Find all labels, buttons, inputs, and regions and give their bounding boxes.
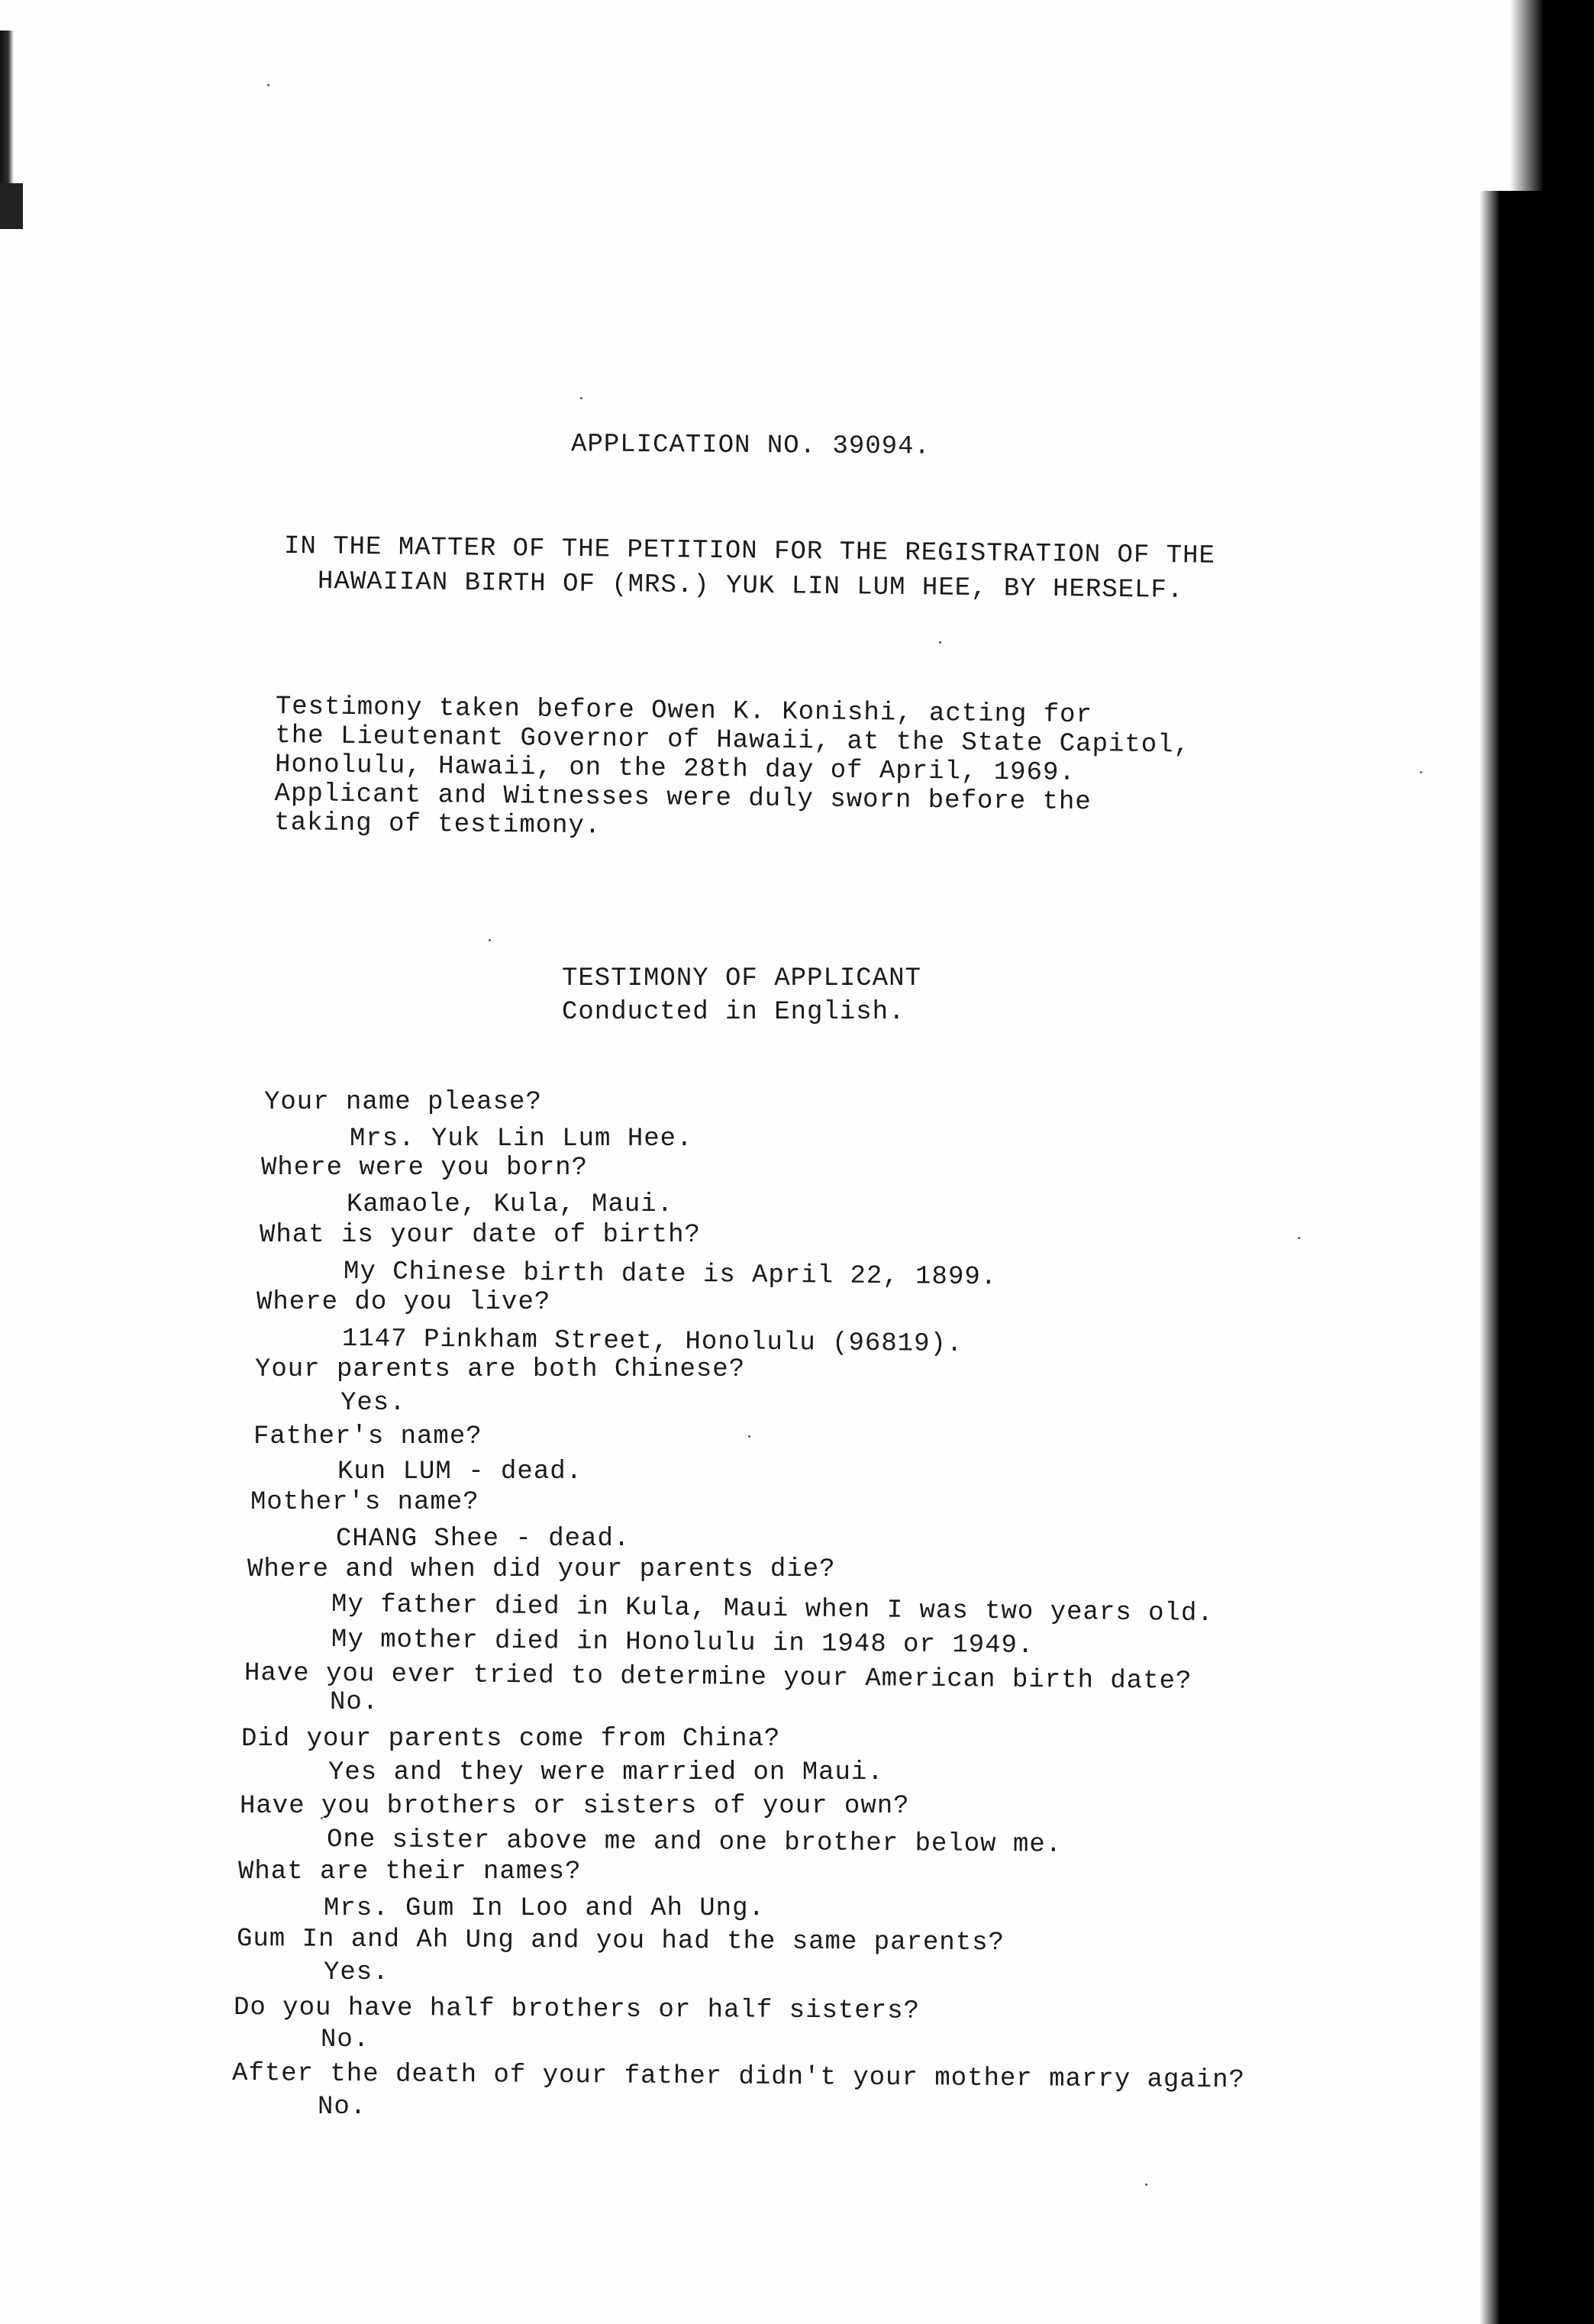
question: What is your date of birth? (260, 1221, 701, 1250)
question: Do you have half brothers or half sisters? (233, 1993, 921, 2026)
question: Where were you born? (261, 1154, 589, 1183)
preamble-line: Applicant and Witnesses were duly sworn before the (274, 779, 1092, 818)
preamble-line: taking of testimony. (274, 808, 602, 841)
answer: Mrs. Gum In Loo and Ah Ung. (324, 1894, 765, 1923)
scan-dust (1145, 2184, 1147, 2186)
question: After the death of your father didn't your mother marry again? (231, 2059, 1246, 2096)
question: Mother's name? (250, 1488, 479, 1517)
answer: Kamaole, Kula, Maui. (347, 1190, 674, 1219)
preamble (274, 692, 1191, 854)
answer: My father died in Kula, Maui when I was two years old. (331, 1590, 1214, 1629)
question: What are their names? (238, 1858, 582, 1887)
preamble-line: Honolulu, Hawaii, on the 28th day of April, 1969. (274, 750, 1076, 788)
scan-dust (748, 1435, 750, 1438)
matter-line-1: IN THE MATTER OF THE PETITION FOR THE REGISTRATION OF THE (283, 532, 1216, 571)
answer: Yes and they were married on Maui. (328, 1758, 884, 1787)
answer: CHANG Shee - dead. (336, 1525, 631, 1554)
question: Your parents are both Chinese? (255, 1355, 746, 1384)
matter-line-2: HAWAIIAN BIRTH OF (MRS.) YUK LIN LUM HEE, BY HERSELF. (317, 567, 1184, 605)
scan-dust (267, 84, 269, 86)
answer: My mother died in Honolulu in 1948 or 1949. (331, 1625, 1034, 1661)
answer: My Chinese birth date is April 22, 1899. (343, 1257, 998, 1293)
preamble-line: the Lieutenant Governor of Hawaii, at the State Capitol, (275, 721, 1191, 760)
answer: No. (318, 2093, 367, 2122)
scan-dust (580, 397, 582, 399)
question: Did your parents come from China? (241, 1725, 781, 1754)
scan-edge-right (1479, 191, 1594, 2324)
question: Where do you live? (257, 1288, 551, 1317)
answer: Yes. (340, 1389, 406, 1418)
section-subtitle: Conducted in English. (562, 998, 905, 1027)
scan-dust (1298, 1237, 1300, 1239)
question: Have you ever tried to determine your American birth date? (244, 1659, 1192, 1696)
answer: Mrs. Yuk Lin Lum Hee. (350, 1125, 693, 1154)
answer: 1147 Pinkham Street, Honolulu (96819). (341, 1325, 963, 1360)
question: Gum In and Ah Ung and you had the same parents? (236, 1925, 1005, 1958)
question: Where and when did your parents die? (247, 1555, 836, 1584)
answer: One sister above me and one brother below me. (326, 1825, 1063, 1860)
question: Your name please? (264, 1088, 542, 1117)
scan-edge-mark (0, 183, 23, 229)
scan-dust (489, 939, 491, 941)
section-title: TESTIMONY OF APPLICANT (562, 964, 921, 993)
scan-dust (939, 641, 941, 644)
preamble-line: Testimony taken before Owen K. Konishi, acting for (275, 692, 1093, 731)
scan-dust (1420, 771, 1422, 773)
answer: Kun LUM - dead. (337, 1457, 583, 1486)
application-number: APPLICATION NO. 39094. (570, 430, 931, 462)
answer: No. (330, 1688, 379, 1717)
question: Have you brothers or sisters of your own? (240, 1792, 910, 1821)
answer: No. (321, 2025, 370, 2054)
scan-edge-right-top (1510, 0, 1594, 199)
answer: Yes. (324, 1958, 389, 1987)
question: Father's name? (253, 1422, 482, 1451)
